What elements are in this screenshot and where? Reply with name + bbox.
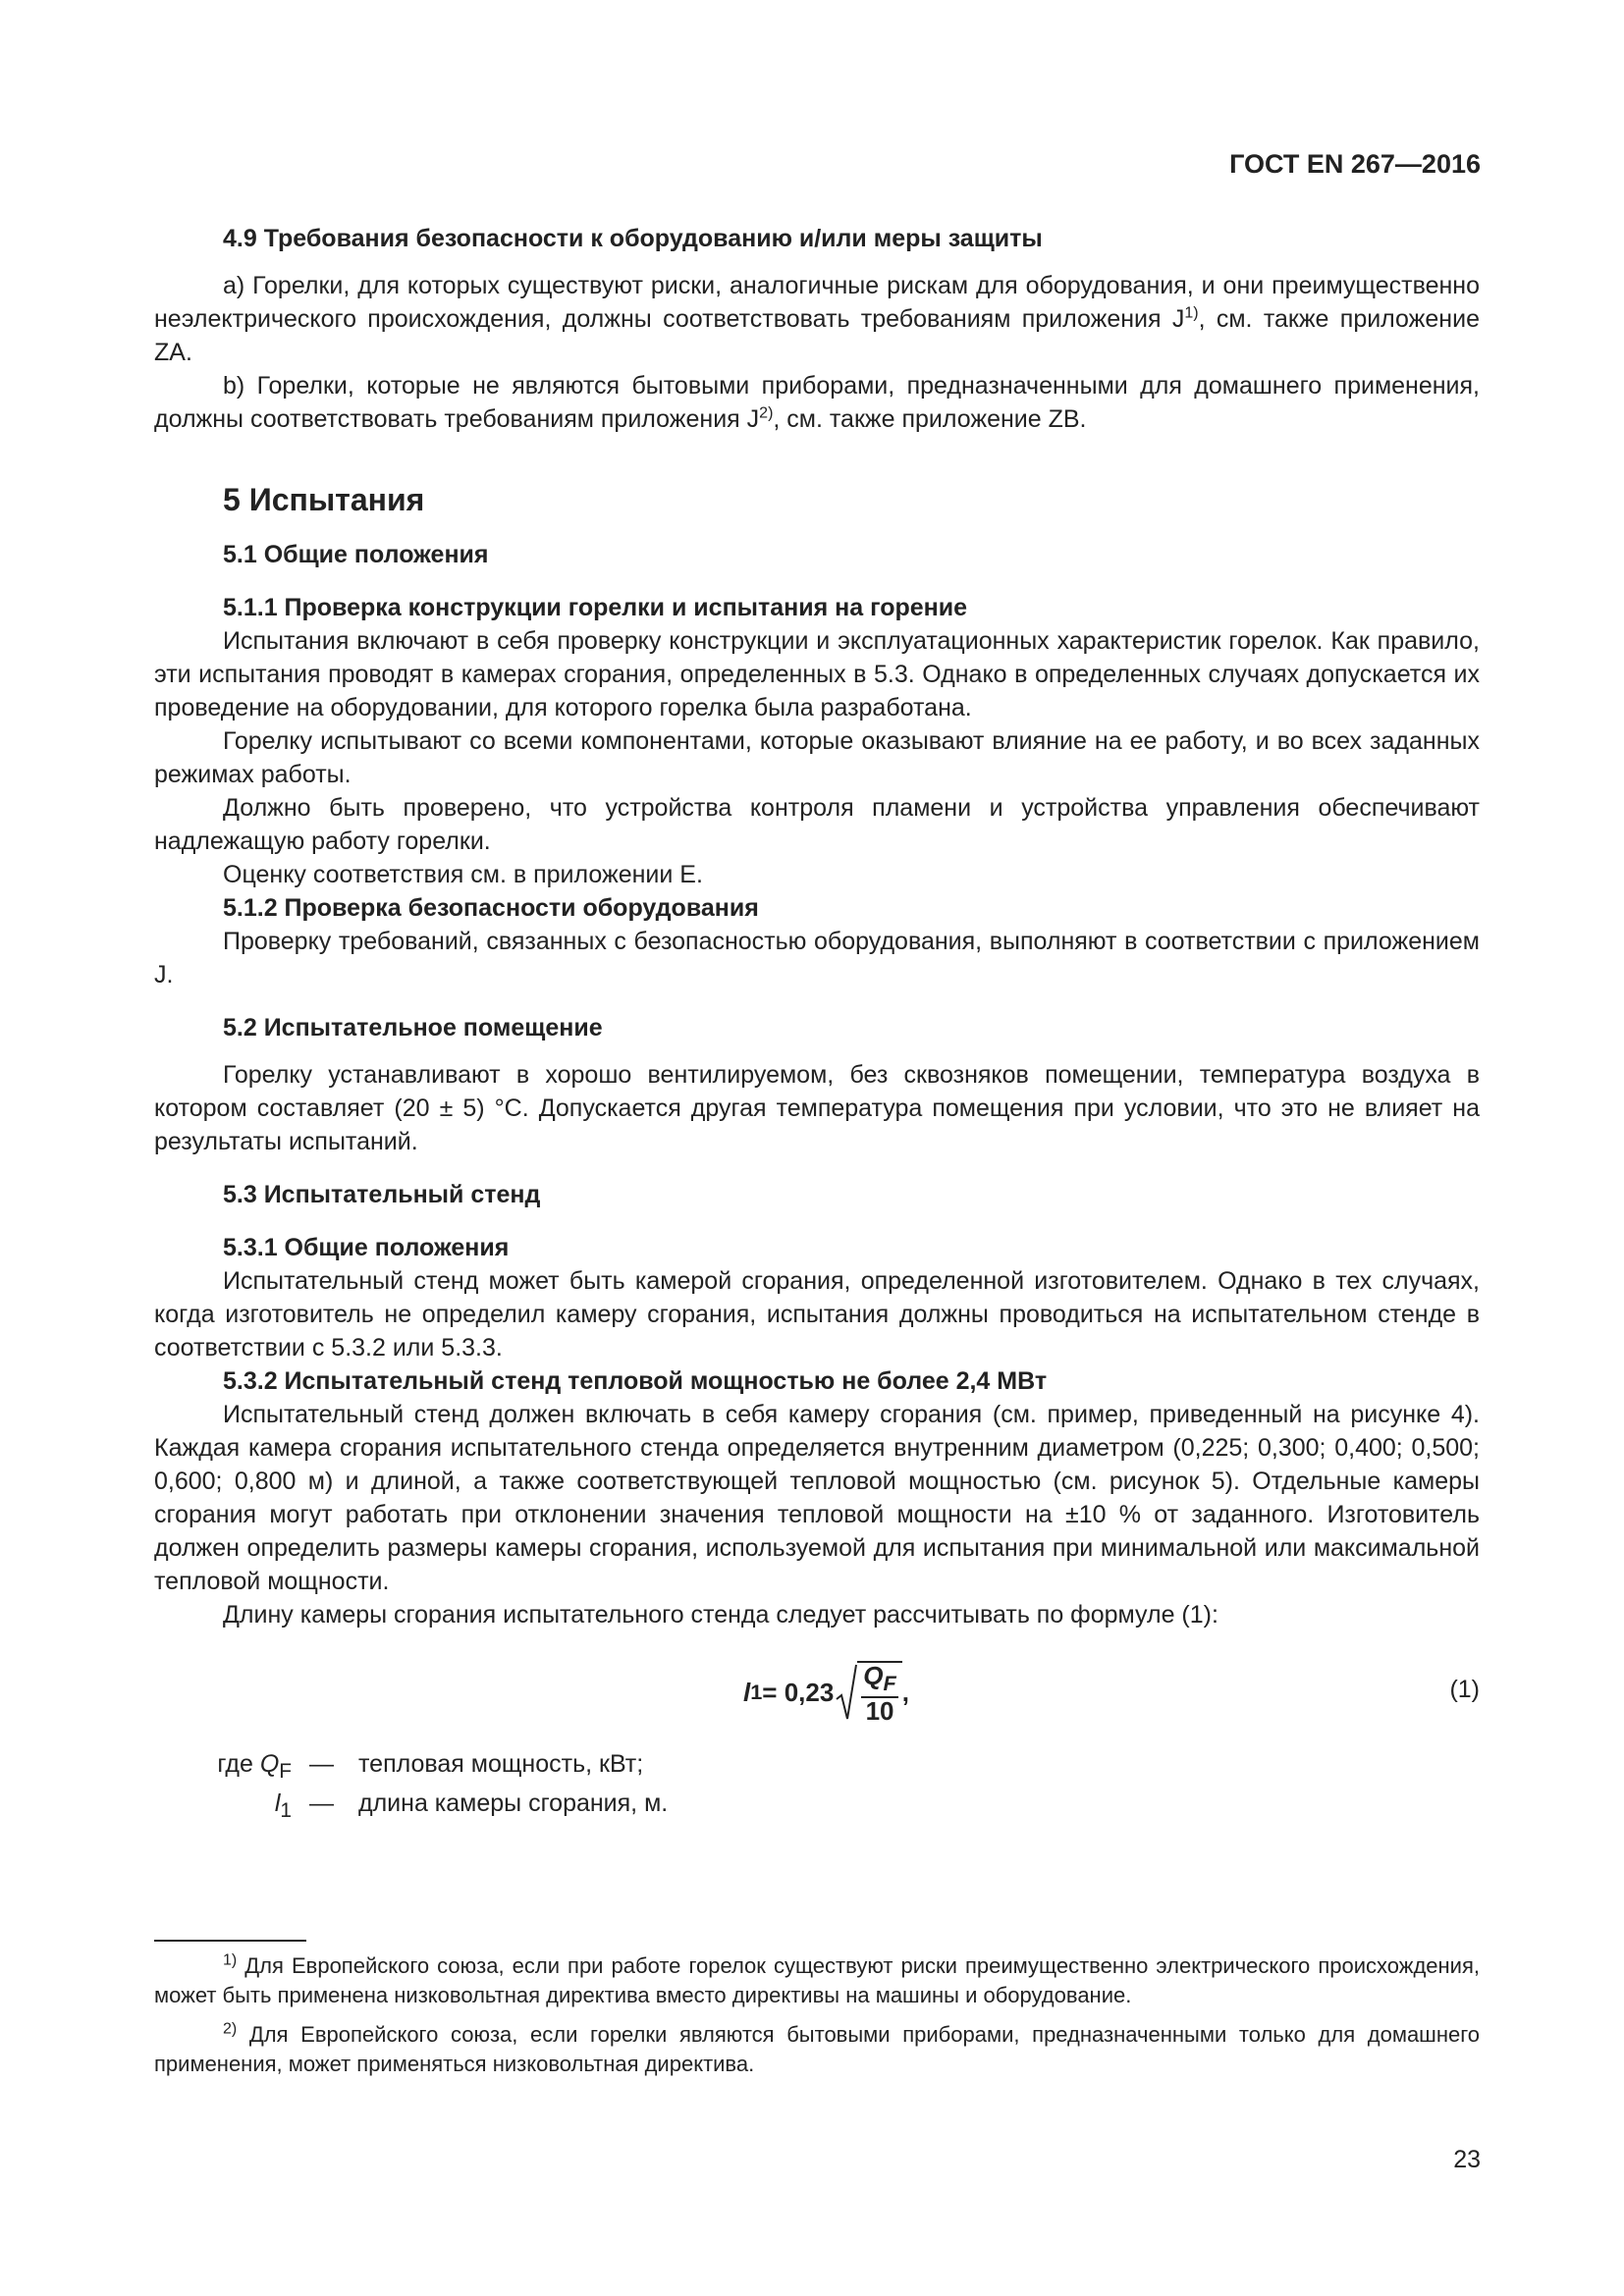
- paragraph: Длину камеры сгорания испытательного стенда следует рассчитывать по формуле (1):: [223, 1601, 1218, 1629]
- paragraph: Испытательный стенд может быть камерой сгорания, определенной изготовителем. Однако в тех случаях, когда изготовитель не определил камеру сгорания, испытания должны проводиться на испытательном стенде в соответствии с 5.3.2 или 5.3.3.: [154, 1267, 1480, 1362]
- definition-row: где $Q_F$ — тепловая мощность, кВт;: [217, 1750, 644, 1783]
- formula-1: [154, 1645, 1480, 1734]
- sqrt-sign: [836, 1661, 901, 1727]
- section-5-1-1-heading: 5.1.1 Проверка конструкции горелки и испытания на горение: [223, 594, 968, 621]
- symbol-definitions: [154, 1747, 1480, 1826]
- formula-fraction: $\frac{Q_F}{10}$: [857, 1661, 901, 1724]
- section-5-3-heading: 5.3 Испытательный стенд: [223, 1181, 541, 1208]
- formula-expression: l 1 = 0,23 $\frac{Q_F}{10}$ ,: [743, 1661, 909, 1727]
- section-5-2-heading: 5.2 Испытательное помещение: [223, 1014, 603, 1041]
- footnote-1: $^{1)}$ Для Европейского союза, если при работе горелок существуют риски преимущественно электрического происхождения, может быть применена низковольтная директива вместо директивы на машины и оборудование.: [154, 1951, 1480, 2007]
- footnote-ref-1[interactable]: 1): [1184, 304, 1199, 322]
- formula-number: (1): [1449, 1676, 1480, 1703]
- paragraph: Проверку требований, связанных с безопасностью оборудования, выполняют в соответствии с приложением J.: [154, 928, 1480, 988]
- page-number: 23: [1453, 2146, 1481, 2173]
- paragraph: Горелку испытывают со всеми компонентами, которые оказывают влияние на ее работу, и во всех заданных режимах работы.: [154, 727, 1480, 788]
- section-5-1-2-heading: 5.1.2 Проверка безопасности оборудования: [223, 894, 759, 922]
- paragraph: Оценку соответствия см. в приложении E.: [223, 861, 703, 888]
- paragraph: Горелку устанавливают в хорошо вентилируемом, без сквозняков помещении, температура воздуха в котором составляет (20 ± 5) °С. Допускается другая температура помещения при условии, что это не влияет на результаты испытаний.: [154, 1061, 1480, 1155]
- footnote-2: $^{2)}$ Для Европейского союза, если горелки являются бытовыми приборами, предназначенными только для домашнего применения, может применяться низковольтная директива.: [154, 2020, 1480, 2076]
- footnote-ref-2[interactable]: 2): [759, 404, 774, 422]
- section-5-title: 5 Испытания: [223, 482, 425, 517]
- section-5-3-1-heading: 5.3.1 Общие положения: [223, 1234, 510, 1261]
- section-5-1-heading: 5.1 Общие положения: [223, 541, 489, 568]
- section-5-3-2-heading: 5.3.2 Испытательный стенд тепловой мощностью не более 2,4 МВт: [223, 1367, 1048, 1395]
- definition-row: $l_1$ — длина камеры сгорания, м.: [274, 1789, 669, 1822]
- standard-designation: ГОСТ EN 267—2016: [1229, 149, 1481, 179]
- paragraph: Испытания включают в себя проверку конструкции и эксплуатационных характеристик горелок. Как правило, эти испытания проводят в камерах сгорания, определенных в 5.3. Однако в определенных случаях допускается их проведение на оборудовании, для которого горелка была разработана.: [154, 627, 1480, 721]
- section-4-9-item-b: b) Горелки, которые не являются бытовыми приборами, предназначенными для домашнего применения, должны соответствовать требованиям приложения $J^{2)}$, см. также приложение ZB.: [154, 372, 1480, 433]
- main-content: [154, 222, 1480, 1826]
- paragraph: Должно быть проверено, что устройства контроля пламени и устройства управления обеспечивают надлежащую работу горелки.: [154, 794, 1480, 855]
- section-4-9-item-a: a) Горелки, для которых существуют риски, аналогичные рискам для оборудования, и они преимущественно неэлектрического происхождения, должны соответствовать требованиям приложения $J^{1)}$, см. также приложение ZA.: [154, 272, 1480, 366]
- section-4-9-heading: 4.9 Требования безопасности к оборудованию и/или меры защиты: [223, 225, 1043, 252]
- paragraph: Испытательный стенд должен включать в себя камеру сгорания (см. пример, приведенный на рисунке 4). Каждая камера сгорания испытательного стенда определяется внутренним диаметром (0,225; 0,300; 0,400; 0,500; 0,600; 0,800 м) и длиной, а также соответствующей тепловой мощностью (см. рисунок 5). Отдельные камеры сгорания могут работать при отклонении значения тепловой мощности на ±10 % от заданного. Изготовитель должен определить размеры камеры сгорания, используемой для испытания при минимальной или максимальной тепловой мощности.: [154, 1401, 1480, 1595]
- radical-icon: [836, 1664, 857, 1721]
- footnote-separator: [154, 1940, 306, 1942]
